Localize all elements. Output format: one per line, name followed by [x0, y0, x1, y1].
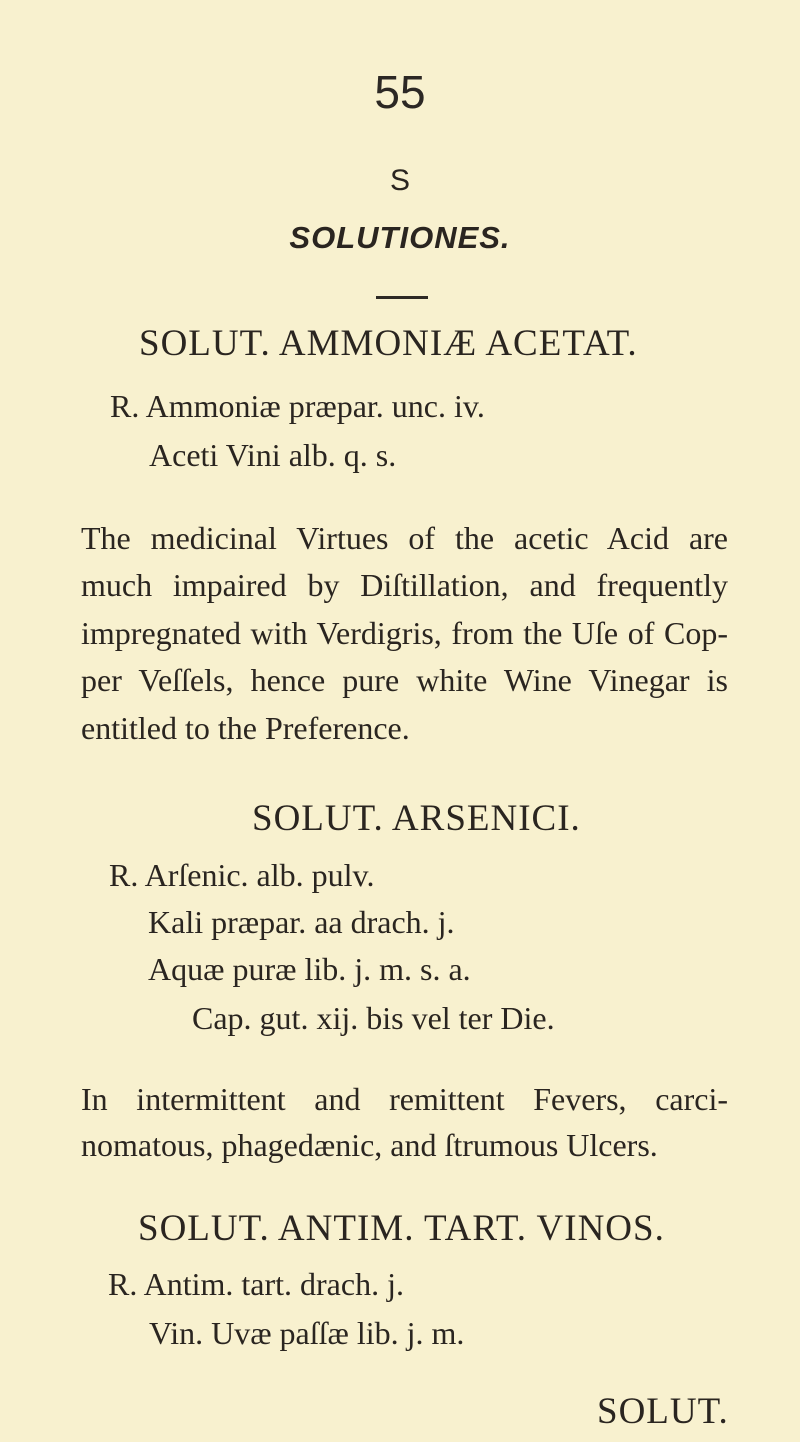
entry-heading: SOLUT. AMMONIÆ ACETAT. [139, 323, 638, 364]
signature-mark: S [389, 164, 410, 197]
paragraph-line: In intermittent and remittent Fevers, carci- [81, 1081, 728, 1117]
entry-heading: SOLUT. ARSENICI. [252, 798, 581, 839]
section-title: SOLUTIONES. [289, 220, 511, 255]
paragraph-line: The medicinal Virtues of the acetic Acid are [81, 520, 728, 556]
paragraph-line: nomatous, phagedænic, and ſtrumous Ulcers. [81, 1127, 658, 1163]
entry-heading: SOLUT. ANTIM. TART. VINOS. [138, 1208, 665, 1249]
recipe-line: R. Arſenic. alb. pulv. [109, 857, 375, 893]
recipe-line: R. Ammoniæ præpar. unc. iv. [110, 388, 485, 424]
recipe-line: R. Antim. tart. drach. j. [108, 1266, 404, 1302]
recipe-line: Cap. gut. xij. bis vel ter Die. [192, 1000, 555, 1036]
catchword: SOLUT. [597, 1391, 729, 1432]
page-number: 55 [374, 66, 426, 118]
paragraph-line: entitled to the Preference. [81, 710, 410, 746]
title-rule [376, 296, 428, 299]
recipe-line: Vin. Uvæ paſſæ lib. j. m. [149, 1315, 465, 1351]
paragraph-line: per Veſſels, hence pure white Wine Vinegar is [81, 662, 728, 698]
recipe-line: Kali præpar. aa drach. j. [148, 904, 455, 940]
recipe-line: Aceti Vini alb. q. s. [149, 437, 397, 473]
paragraph-line: impregnated with Verdigris, from the Uſe of Cop- [81, 615, 728, 651]
recipe-line: Aquæ puræ lib. j. m. s. a. [148, 951, 471, 987]
paragraph-line: much impaired by Diſtillation, and frequently [81, 567, 728, 603]
